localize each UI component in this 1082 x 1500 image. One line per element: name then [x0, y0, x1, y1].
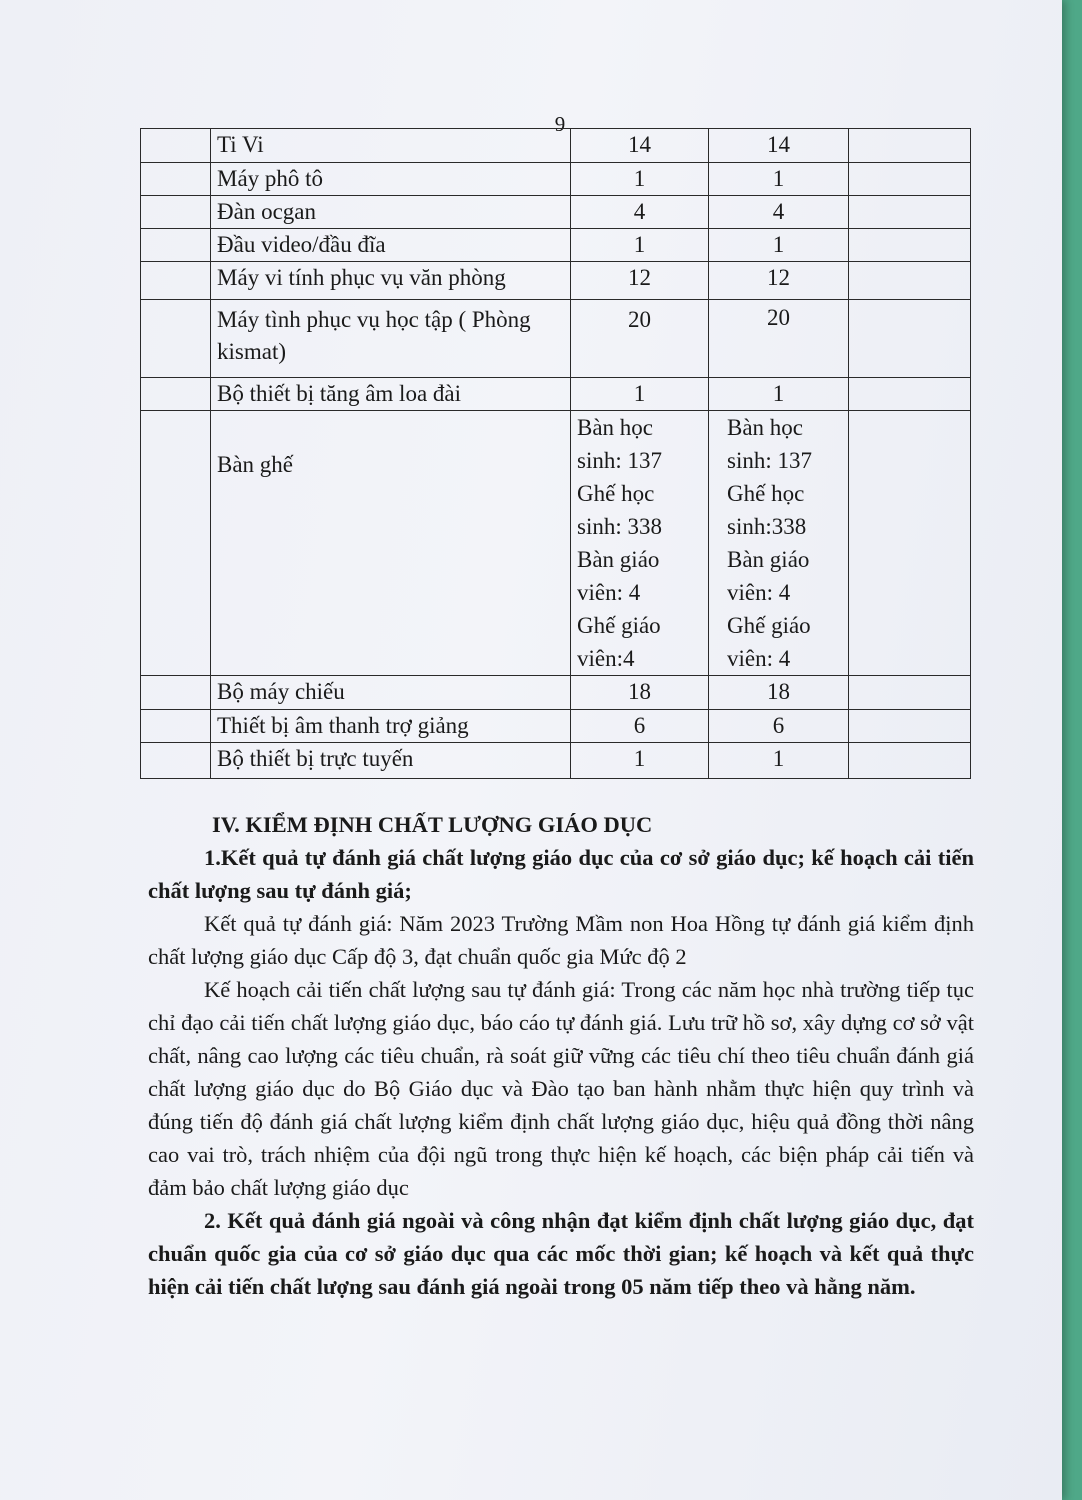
table-cell-index	[141, 262, 211, 300]
quantity-cell: 18	[571, 676, 709, 710]
table-row	[141, 229, 971, 262]
cell-line: Bàn học	[577, 415, 654, 440]
table-row	[141, 411, 971, 676]
quantity-cell: 4	[571, 196, 709, 229]
note-cell	[849, 129, 971, 163]
table-row	[141, 710, 971, 743]
table-cell-index	[141, 378, 211, 411]
quantity-cell: 12	[571, 262, 709, 300]
cell-line: viên:4	[577, 646, 635, 671]
quantity-cell: 14	[709, 129, 849, 163]
note-cell	[849, 378, 971, 411]
note-cell	[849, 262, 971, 300]
equipment-name: Thiết bị âm thanh trợ giảng	[211, 710, 571, 743]
equipment-name: Máy phô tô	[211, 163, 571, 196]
quantity-cell: 14	[571, 129, 709, 163]
subheading-external-assessment: 2. Kết quả đánh giá ngoài và công nhận đạt kiểm định chất lượng giáo dục, đạt chuẩn quốc gia của cơ sở giáo dục qua các mốc thời gian; kế hoạch và kết quả thực hiện cải tiến chất lượng sau đánh giá ngoài trong 05 năm tiếp theo và hằng năm.	[148, 1208, 974, 1299]
table-cell-index	[141, 229, 211, 262]
equipment-name: Đàn ocgan	[211, 196, 571, 229]
quantity-cell: 1	[571, 378, 709, 411]
quantity-cell: 12	[709, 262, 849, 300]
table-row	[141, 129, 971, 163]
cell-line: Ghế giáo	[727, 613, 811, 638]
table-cell-index	[141, 676, 211, 710]
equipment-table	[140, 128, 971, 779]
quantity-cell: 1	[709, 378, 849, 411]
cell-line: Bàn giáo	[577, 547, 660, 572]
cell-line: Bàn học	[727, 415, 804, 440]
section-heading: IV. KIỂM ĐỊNH CHẤT LƯỢNG GIÁO DỤC	[212, 812, 653, 837]
equipment-name: Bộ thiết bị trực tuyến	[211, 743, 571, 779]
table-row	[141, 676, 971, 710]
note-cell	[849, 676, 971, 710]
cell-line: sinh:338	[727, 514, 807, 539]
equipment-name: Bàn ghế	[211, 411, 571, 676]
note-cell	[849, 196, 971, 229]
note-cell	[849, 229, 971, 262]
table-row	[141, 300, 971, 378]
quantity-cell: 1	[709, 163, 849, 196]
paragraph-self-assessment-result: Kết quả tự đánh giá: Năm 2023 Trường Mầm non Hoa Hồng tự đánh giá kiểm định chất lượng giáo dục Cấp độ 3, đạt chuẩn quốc gia Mức độ 2	[148, 911, 974, 969]
document-body	[148, 808, 974, 1303]
quantity-cell: 20	[571, 300, 709, 378]
paragraph-improvement-plan: Kế hoạch cải tiến chất lượng sau tự đánh giá: Trong các năm học nhà trường tiếp tục chỉ đạo cải tiến chất lượng giáo dục, báo cáo tự đánh giá. Lưu trữ hồ sơ, xây dựng cơ sở vật chất, nâng cao lượng các tiêu chuẩn, rà soát giữ vững các tiêu chí theo tiêu chuẩn đánh giá chất lượng giáo dục do Bộ Giáo dục và Đào tạo ban hành nhằm thực hiện quy trình và đúng tiến độ đánh giá chất lượng kiểm định chất lượng giáo dục, hiệu quả đồng thời nâng cao vai trò, trách nhiệm của đội ngũ trong thực hiện kế hoạch, các biện pháp cải tiến và đảm bảo chất lượng giáo dục	[148, 977, 974, 1200]
quantity-cell-multiline	[709, 411, 849, 676]
table-cell-index	[141, 411, 211, 676]
equipment-name: Máy vi tính phục vụ văn phòng	[211, 262, 571, 300]
quantity-cell: 4	[709, 196, 849, 229]
table-row	[141, 378, 971, 411]
equipment-name: Ti Vi	[211, 129, 571, 163]
equipment-name: Bộ thiết bị tăng âm loa đài	[211, 378, 571, 411]
table-row	[141, 743, 971, 779]
table-cell-index	[141, 743, 211, 779]
quantity-cell: 1	[709, 743, 849, 779]
cell-line: sinh: 338	[577, 514, 662, 539]
quantity-cell: 1	[571, 229, 709, 262]
table-cell-index	[141, 163, 211, 196]
quantity-cell: 1	[571, 163, 709, 196]
cell-line: sinh: 137	[727, 448, 812, 473]
cell-line: Bàn giáo	[727, 547, 810, 572]
table-cell-index	[141, 300, 211, 378]
quantity-cell: 6	[709, 710, 849, 743]
quantity-cell: 1	[571, 743, 709, 779]
quantity-cell: 1	[709, 229, 849, 262]
cell-line: sinh: 137	[577, 448, 662, 473]
table-cell-index	[141, 196, 211, 229]
equipment-name: Máy tình phục vụ học tập ( Phòng kismat)	[211, 300, 571, 378]
equipment-name: Đầu video/đầu đĩa	[211, 229, 571, 262]
table-row	[141, 262, 971, 300]
equipment-name: Bộ máy chiếu	[211, 676, 571, 710]
cell-line: viên: 4	[727, 580, 791, 605]
cell-line: Ghế học	[577, 481, 655, 506]
quantity-cell: 18	[709, 676, 849, 710]
subheading-self-assessment: 1.Kết quả tự đánh giá chất lượng giáo dục của cơ sở giáo dục; kế hoạch cải tiến chất lượng sau tự đánh giá;	[148, 845, 974, 903]
quantity-cell: 20	[709, 300, 849, 378]
cell-line: viên: 4	[727, 646, 791, 671]
note-cell	[849, 743, 971, 779]
cell-line: viên: 4	[577, 580, 641, 605]
note-cell	[849, 163, 971, 196]
cell-line: Ghế học	[727, 481, 805, 506]
table-row	[141, 163, 971, 196]
cell-line: Ghế giáo	[577, 613, 661, 638]
table-cell-index	[141, 129, 211, 163]
quantity-cell: 6	[571, 710, 709, 743]
quantity-cell-multiline	[571, 411, 709, 676]
table-cell-index	[141, 710, 211, 743]
note-cell	[849, 710, 971, 743]
note-cell	[849, 300, 971, 378]
page-number: 9	[554, 112, 566, 136]
note-cell	[849, 411, 971, 676]
table-row	[141, 196, 971, 229]
